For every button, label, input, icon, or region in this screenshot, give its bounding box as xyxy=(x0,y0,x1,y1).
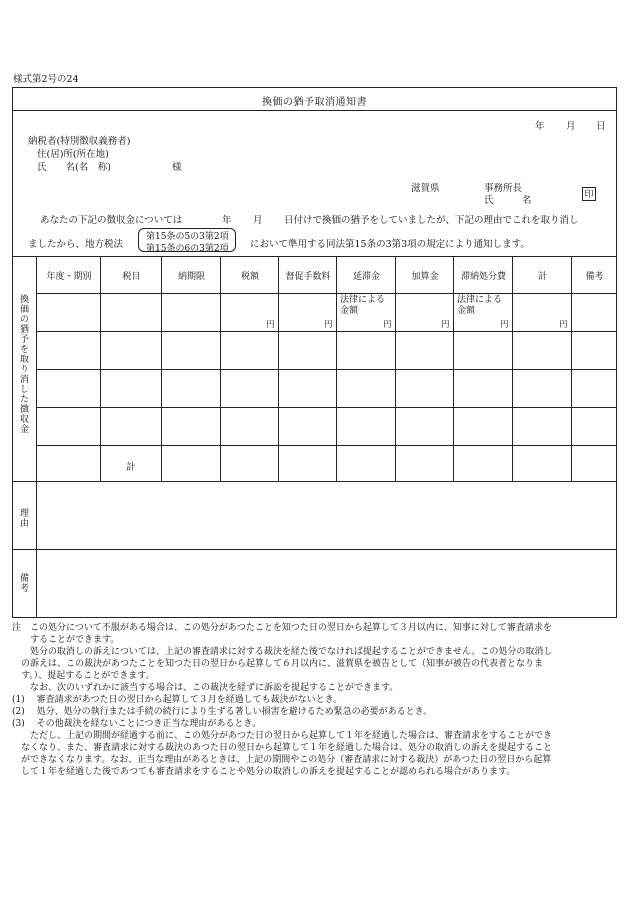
table-cell[interactable] xyxy=(221,370,279,408)
table-cell[interactable] xyxy=(396,370,454,408)
table-cell[interactable] xyxy=(37,332,101,370)
note-line: 処分の取消しの訴えについては、上記の審査請求に対する裁決を経た後でなければ提起することができません。この処分の取消し xyxy=(12,647,553,657)
law-amount-label: 金額 xyxy=(340,306,359,316)
col-tax-item-header: 税目 xyxy=(122,272,141,282)
date-year: 年 xyxy=(535,121,545,132)
table-cell[interactable] xyxy=(513,370,572,408)
col-remarks-header: 備考 xyxy=(585,272,604,282)
address-label: 住(居)所(所在地) xyxy=(37,149,109,160)
yen-unit: 円 xyxy=(500,320,509,330)
table-cell[interactable] xyxy=(513,332,572,370)
col-disposition-header: 滞納処分費 xyxy=(460,272,506,282)
table-cell[interactable] xyxy=(279,370,337,408)
col-tax-amount-header: 税額 xyxy=(240,272,259,282)
table-cell[interactable] xyxy=(337,446,396,482)
yen-unit: 円 xyxy=(324,320,333,330)
table-cell[interactable] xyxy=(37,408,101,446)
table-cell[interactable] xyxy=(221,332,279,370)
body-line1-month: 月 xyxy=(253,215,263,226)
table-cell[interactable] xyxy=(162,370,221,408)
remarks-label: 備考 xyxy=(18,573,28,593)
reason-label: 理由 xyxy=(18,508,28,528)
honorific: 様 xyxy=(172,162,182,173)
table-cell[interactable] xyxy=(279,332,337,370)
table-cell[interactable] xyxy=(162,332,221,370)
form-title: 換価の猶予取消通知書 xyxy=(262,97,367,108)
table-cell[interactable] xyxy=(572,332,617,370)
table-cell[interactable] xyxy=(37,370,101,408)
law-amount-label: 金額 xyxy=(457,306,476,316)
issuer-prefecture: 滋賀県 xyxy=(411,183,440,194)
note-line: (3) その他裁決を経ないことにつき正当な理由があるとき。 xyxy=(12,719,262,729)
yen-unit: 円 xyxy=(383,320,392,330)
body-line2-b: において準用する同法第15条の3第3項の規定により通知します。 xyxy=(250,239,530,250)
body-line1-b: 日付けで換価の猶予をしていましたが、下記の理由でこれを取り消し xyxy=(284,215,579,226)
table-cell[interactable] xyxy=(221,408,279,446)
table-cell[interactable] xyxy=(337,332,396,370)
table-cell[interactable] xyxy=(454,446,513,482)
table-cell[interactable] xyxy=(454,370,513,408)
note-line: ただし、上記の期間が経過する前に、この処分があつた日の翌日から起算して１年を経過した場合は、審査請求をすることができ xyxy=(12,731,553,741)
issuer-office-head: 事務所長 xyxy=(484,183,523,194)
body-line2-a: ましたから、地方税法 xyxy=(28,239,124,250)
note-line: 注 この処分について不服がある場合は、この処分があつたことを知つた日の翌日から起算して３月以内に、知事に対して審査請求を xyxy=(12,623,552,633)
table-cell[interactable] xyxy=(572,408,617,446)
col-delinquency-header: 延滞金 xyxy=(352,272,380,282)
law-amount-label: 法律による xyxy=(340,295,386,305)
table-cell[interactable] xyxy=(454,332,513,370)
note-line: なくなり、また、審査請求に対する裁決のあつた日の翌日から起算して１年を経過した場合は、処分の取消しの訴えを提起すること xyxy=(12,743,553,753)
col-reminder-fee-header: 督促手数料 xyxy=(285,272,331,282)
col-due-date-header: 納期限 xyxy=(177,272,205,282)
reason-row xyxy=(12,482,617,550)
table-cell[interactable] xyxy=(162,294,221,332)
table-cell[interactable] xyxy=(162,446,221,482)
table-cell[interactable] xyxy=(454,408,513,446)
table-cell[interactable] xyxy=(101,332,162,370)
note-line: ができなくなります。なお、正当な理由があるときは、上記の期間やこの処分（審査請求に対する裁決）があつた日の翌日から起算 xyxy=(12,755,552,765)
note-line: して１年を経過した後であつても審査請求をすることや処分の取消しの訴えを提起することが認められる場合があります。 xyxy=(12,767,516,777)
col-additional-header: 加算金 xyxy=(411,272,439,282)
law-amount-label: 法律による xyxy=(457,295,503,305)
table-cell[interactable] xyxy=(396,446,454,482)
yen-unit: 円 xyxy=(441,320,450,330)
seal-mark: 印 xyxy=(582,187,596,201)
law-article-1: 第15条の5の3第2項 xyxy=(146,232,229,242)
table-cell[interactable] xyxy=(396,332,454,370)
yen-unit: 円 xyxy=(266,320,275,330)
col-total-header: 計 xyxy=(537,272,547,282)
table-cell[interactable] xyxy=(513,408,572,446)
table-cell[interactable] xyxy=(162,408,221,446)
table-cell[interactable] xyxy=(337,370,396,408)
law-article-2: 第15条の6の3第2項 xyxy=(146,244,229,254)
table-cell[interactable] xyxy=(101,294,162,332)
notes-block xyxy=(12,622,552,778)
note-line: (2) 処分、処分の執行または手続の続行により生ずる著しい損害を避けるため緊急の必要があるとき。 xyxy=(12,707,433,717)
table-cell[interactable] xyxy=(101,370,162,408)
date-day: 日 xyxy=(596,121,606,132)
note-line: することができます。 xyxy=(12,635,120,645)
table-cell[interactable] xyxy=(279,446,337,482)
body-line1-year: 年 xyxy=(222,215,232,226)
table-cell[interactable] xyxy=(572,370,617,408)
form-id: 様式第2号の24 xyxy=(13,74,79,85)
name-label: 氏 名(名 称) xyxy=(37,162,111,173)
date-month: 月 xyxy=(566,121,576,132)
body-line1-a: あなたの下記の徴収金については xyxy=(40,215,183,226)
note-line: (1) 審査請求があつた日の翌日から起算して３月を経過しても裁決がないとき。 xyxy=(12,695,343,705)
side-label: 換価の猶予を取り消した徴収金 xyxy=(18,294,28,434)
table-cell[interactable] xyxy=(279,408,337,446)
taxpayer-label: 納税者(特別徴収義務者) xyxy=(28,136,131,147)
total-label: 計 xyxy=(126,462,136,473)
issuer-name-label: 氏 名 xyxy=(484,195,532,206)
table-cell[interactable] xyxy=(37,294,101,332)
table-cell[interactable] xyxy=(572,294,617,332)
note-line: の訴えは、この裁決があつたことを知つた日の翌日から起算して６月以内に、滋賀県を被告として（知事が被告の代表者となりま xyxy=(12,659,544,669)
table-cell[interactable] xyxy=(513,446,572,482)
table-cell[interactable] xyxy=(37,446,101,482)
note-line: なお、次のいずれかに該当する場合は、この裁決を経ずに訴訟を提起することができます。 xyxy=(12,683,399,693)
table-cell[interactable] xyxy=(572,446,617,482)
yen-unit: 円 xyxy=(559,320,568,330)
table-cell[interactable] xyxy=(221,446,279,482)
note-line: す。）、提起することができます。 xyxy=(12,671,155,681)
table-cell[interactable] xyxy=(101,408,162,446)
table-cell[interactable] xyxy=(396,408,454,446)
col-term-header: 年度・期別 xyxy=(46,272,92,282)
table-cell[interactable] xyxy=(337,408,396,446)
